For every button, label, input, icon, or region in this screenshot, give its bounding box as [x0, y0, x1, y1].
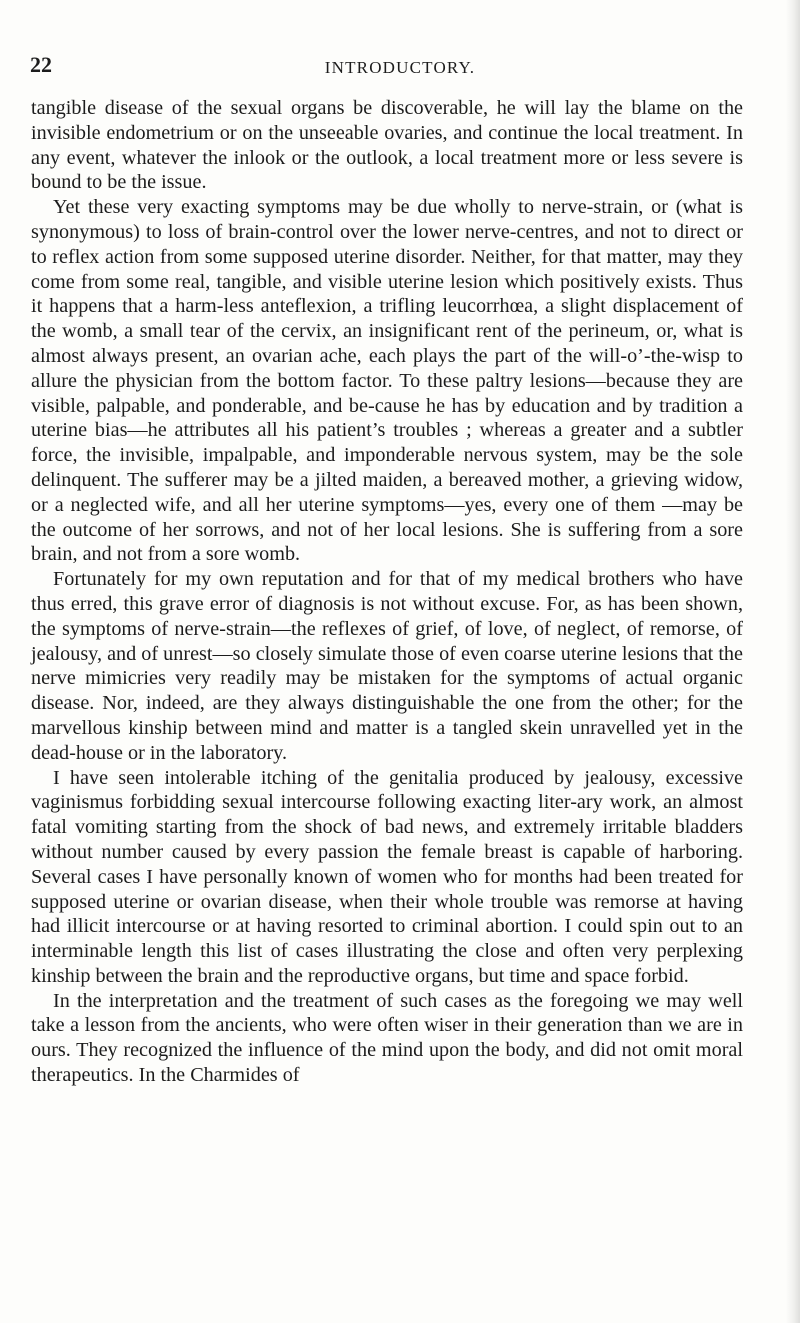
paragraph-2: Yet these very exacting symptoms may be due wholly to nerve-strain, or (what is synonymous) to loss of brain-control over the lower nerve-centres, and not to direct or to reflex action from some supposed uterine disorder. Neither, for that matter, may they come from some real, tangible, and visible uterine lesion which positively exists. Thus it happens that a harm-less anteflexion, a trifling leucorrhœa, a slight displacement of the womb, a small tear of the cervix, an insignificant rent of the perineum, or, what is almost always present, an ovarian ache, each plays the part of the will-o’-the-wisp to allure the physician from the bottom factor. To these paltry lesions—because they are visible, palpable, and ponderable, and be-cause he has by education and by tradition a uterine bias—he attributes all his patient’s troubles ; whereas a greater and a subtler force, the invisible, impalpable, and imponderable nervous system, may be the sole delinquent. The sufferer may be a jilted maiden, a bereaved mother, a grieving widow, or a neglected wife, and all her uterine symptoms—yes, every one of them —may be the outcome of her sorrows, and not of her local lesions. She is suffering from a sore brain, and not from a sore womb. [31, 196, 743, 566]
paragraph-1: tangible disease of the sexual organs be discoverable, he will lay the blame on the invisible endometrium or on the unseeable ovaries, and continue the local treatment. In any event, whatever the inlook or the outlook, a local treatment more or less severe is bound to be the issue. [31, 97, 743, 194]
paragraph-4: I have seen intolerable itching of the genitalia produced by jealousy, excessive vaginismus forbidding sexual intercourse following exacting liter-ary work, an almost fatal vomiting starting from the shock of bad news, and extremely irritable bladders without number caused by every passion the female breast is capable of harboring. Several cases I have personally known of women who for months had been treated for supposed uterine or ovarian disease, when their whole trouble was remorse at having had illicit intercourse or at having resorted to criminal abortion. I could spin out to an interminable length this list of cases illustrating the close and often very perplexing kinship between the brain and the reproductive organs, but time and space forbid. [31, 766, 743, 987]
page-number: 22 [30, 52, 52, 77]
paragraph-5: In the interpretation and the treatment of such cases as the foregoing we may well take a lesson from the ancients, who were often wiser in their generation than we are in ours. They recognized the influence of the mind upon the body, and did not omit moral therapeutics. In the Charmides of [31, 989, 743, 1087]
paragraph-3: Fortunately for my own reputation and for that of my medical brothers who have thus erred, this grave error of diagnosis is not without excuse. For, as has been shown, the symptoms of nerve-strain—the reflexes of grief, of love, of neglect, of remorse, of jealousy, and of unrest—so closely simulate those of even coarse uterine lesions that the nerve mimicries very readily may be mistaken for the symptoms of actual organic disease. Nor, indeed, are they always distinguishable the one from the other; for the marvellous kinship between mind and matter is a tangled skein unravelled yet in the dead-house or in the laboratory. [31, 568, 743, 764]
running-head: INTRODUCTORY. [324, 58, 476, 77]
body-text [31, 96, 743, 1088]
page-edge-shadow [786, 0, 800, 1323]
